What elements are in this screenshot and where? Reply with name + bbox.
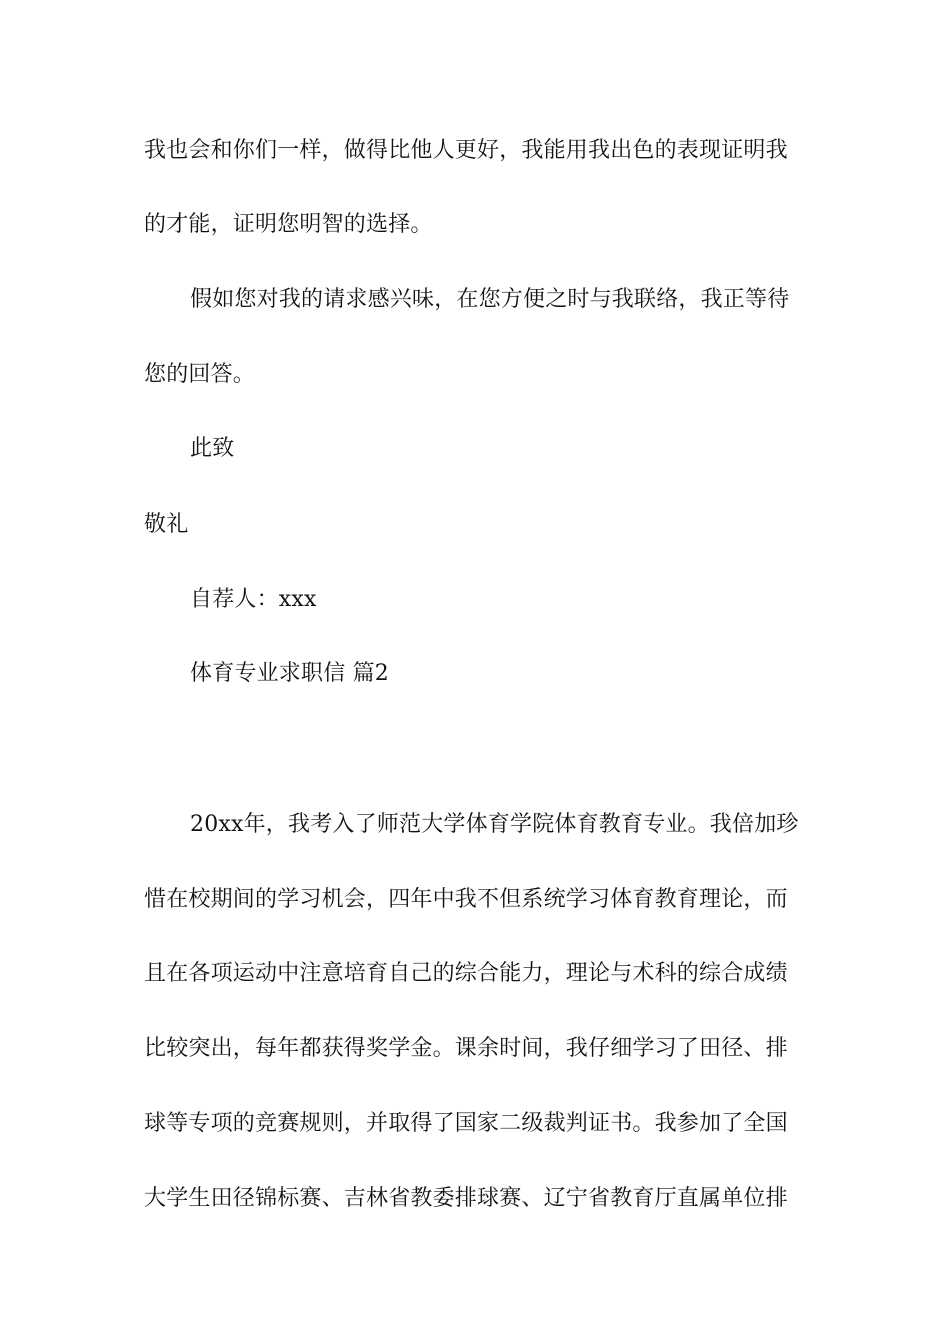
body-text-line: 比较突出，每年都获得奖学金。课余时间，我仔细学习了田径、排 (144, 1036, 788, 1061)
body-text-line: 且在各项运动中注意培育自己的综合能力，理论与术科的综合成绩 (144, 961, 788, 986)
body-text-line: 20xx年，我考入了师范大学体育学院体育教育专业。我倍加珍 (190, 812, 799, 837)
body-text-line: 的才能，证明您明智的选择。 (144, 212, 433, 237)
section-heading: 体育专业求职信 篇2 (190, 661, 389, 686)
body-text-line: 假如您对我的请求感兴味，在您方便之时与我联络，我正等待 (190, 287, 790, 312)
closing-salutation: 此致 (190, 436, 235, 461)
body-text-line: 球等专项的竞赛规则，并取得了国家二级裁判证书。我参加了全国 (144, 1111, 788, 1136)
body-text-line: 我也会和你们一样，做得比他人更好，我能用我出色的表现证明我 (144, 138, 788, 163)
closing-regards: 敬礼 (144, 512, 189, 537)
body-text-line: 您的回答。 (144, 362, 256, 387)
signature-line: 自荐人：xxx (190, 587, 317, 612)
body-text-line: 大学生田径锦标赛、吉林省教委排球赛、辽宁省教育厅直属单位排 (144, 1186, 788, 1211)
body-text-line: 惜在校期间的学习机会，四年中我不但系统学习体育教育理论，而 (144, 887, 788, 912)
